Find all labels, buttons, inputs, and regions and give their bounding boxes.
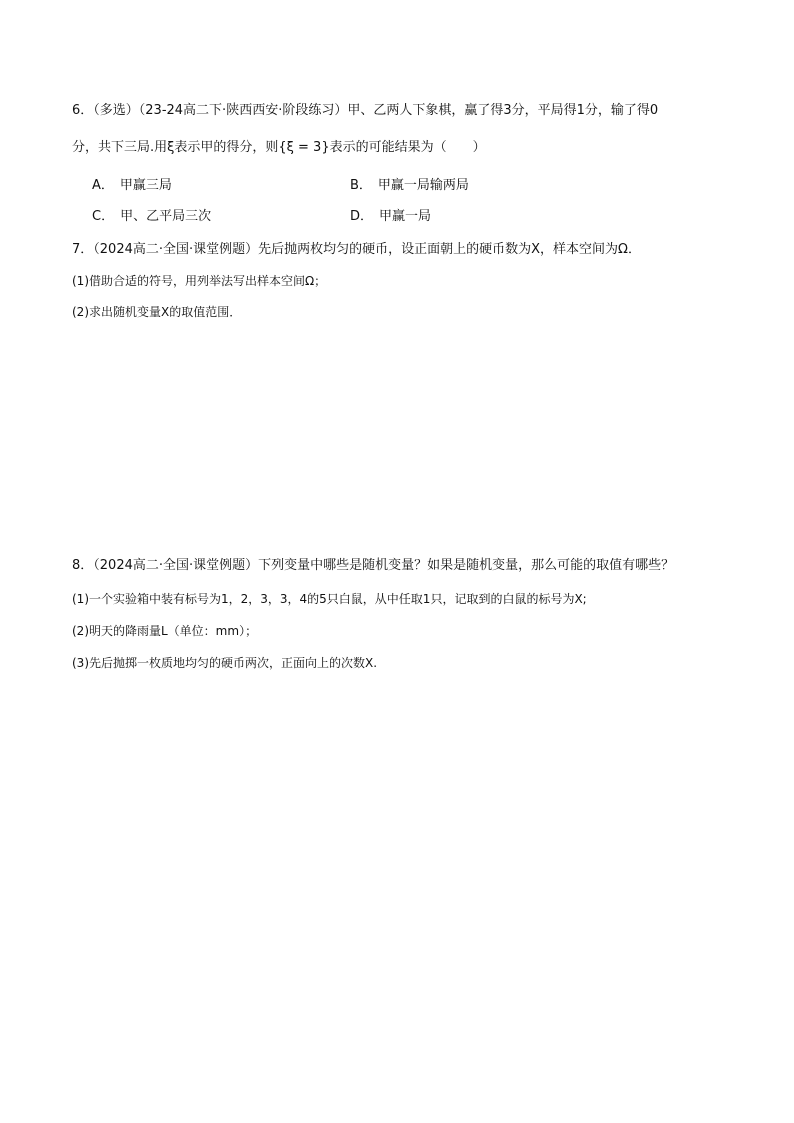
question-7-line-1 [72, 241, 641, 259]
question-7-sub-1: (1)借助合适的符号，用列举法写出样本空间Ω； [72, 274, 327, 288]
option-a-letter: A． [92, 178, 114, 193]
question-6-number: 6． [72, 103, 94, 118]
question-7-stem: （2024高二·全国·课堂例题）先后抛两枚均匀的硬币，设正面朝上的硬币数为X，样本空间为Ω． [93, 242, 641, 257]
option-d-letter: D． [350, 209, 374, 224]
option-c-text: 甲、乙平局三次 [120, 209, 212, 224]
question-6-stem-line-1: （多选）（23-24高二下·陕西西安·阶段练习）甲、乙两人下象棋，赢了得3分，平局得1分，输了得0 [93, 103, 659, 118]
question-6-option-b [350, 177, 469, 195]
question-8-number: 8． [72, 558, 94, 573]
option-b-text: 甲赢一局输两局 [377, 178, 469, 193]
question-6-option-d [350, 208, 431, 226]
question-8-sub-1: (1)一个实验箱中装有标号为1，2，3，3，4的5只白鼠，从中任取1只，记取到的白鼠的标号为X; [72, 592, 587, 606]
question-7-sub-2: (2)求出随机变量X的取值范围． [72, 305, 242, 319]
option-c-letter: C． [92, 209, 115, 224]
question-6-option-c [92, 208, 211, 226]
question-8-sub-3: (3)先后抛掷一枚质地均匀的硬币两次，正面向上的次数X. [72, 656, 378, 670]
option-a-text: 甲赢三局 [119, 178, 172, 193]
question-7-number: 7． [72, 242, 94, 257]
question-6-line-1 [72, 102, 658, 120]
option-b-letter: B． [350, 178, 372, 193]
question-6-stem-line-2: 分，共下三局.用ξ表示甲的得分，则{ξ = 3}表示的可能结果为（ ） [72, 140, 486, 155]
question-8-line-1 [72, 557, 674, 575]
question-8-stem: （2024高二·全国·课堂例题）下列变量中哪些是随机变量？如果是随机变量，那么可能的取值有哪些？ [93, 558, 675, 573]
question-6-option-a [92, 177, 172, 195]
question-8-sub-2: (2)明天的降雨量L（单位：mm）； [72, 624, 258, 638]
option-d-text: 甲赢一局 [379, 209, 432, 224]
